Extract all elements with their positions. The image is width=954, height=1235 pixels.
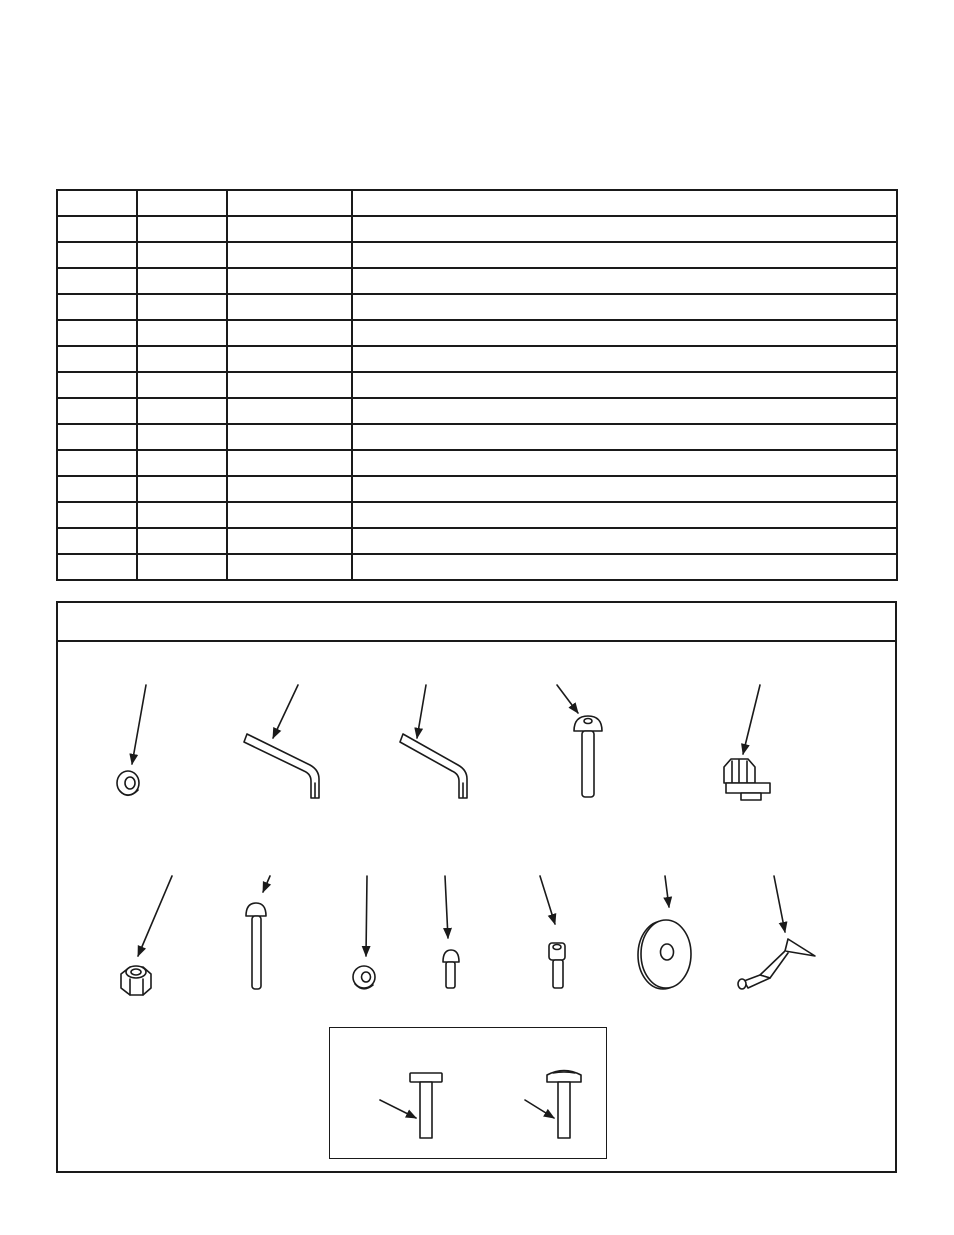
parts-table-cell: [57, 372, 137, 398]
parts-table-cell: [227, 502, 352, 528]
parts-table-row: [57, 320, 897, 346]
parts-table-row: [57, 346, 897, 372]
parts-table-cell: [227, 476, 352, 502]
long-hex-key-icon: [244, 685, 319, 798]
parts-table-cell: [352, 528, 897, 554]
parts-table-cell: [352, 294, 897, 320]
parts-table-cell: [352, 372, 897, 398]
parts-table-cell: [57, 216, 137, 242]
large-flat-washer-icon: [638, 876, 691, 989]
parts-table-cell: [352, 320, 897, 346]
parts-table-row: [57, 502, 897, 528]
parts-table-cell: [57, 554, 137, 580]
parts-table-row: [57, 268, 897, 294]
parts-table-cell: [57, 190, 137, 216]
parts-table-cell: [137, 502, 227, 528]
parts-table-cell: [57, 398, 137, 424]
parts-table-cell: [57, 294, 137, 320]
plastic-glide-cap-icon: [724, 685, 770, 800]
parts-table-cell: [137, 528, 227, 554]
lock-nut-washer-icon: [117, 685, 146, 795]
parts-table-row: [57, 294, 897, 320]
parts-table-cell: [227, 528, 352, 554]
socket-cap-bolt-icon: [540, 876, 565, 988]
parts-table-cell: [137, 476, 227, 502]
parts-table-row: [57, 476, 897, 502]
parts-table-cell: [57, 502, 137, 528]
parts-table-cell: [137, 268, 227, 294]
parts-table-cell: [352, 268, 897, 294]
parts-table-cell: [352, 424, 897, 450]
parts-table-row: [57, 554, 897, 580]
hex-lock-nut-icon: [121, 876, 172, 995]
parts-table-cell: [137, 216, 227, 242]
parts-table-cell: [137, 242, 227, 268]
parts-table-cell: [137, 294, 227, 320]
parts-table-cell: [227, 424, 352, 450]
parts-table-cell: [227, 268, 352, 294]
parts-table-cell: [352, 476, 897, 502]
parts-table-cell: [57, 450, 137, 476]
parts-table-row: [57, 372, 897, 398]
screw-detail-inset: [329, 1027, 607, 1159]
parts-table-cell: [57, 424, 137, 450]
parts-table-row: [57, 450, 897, 476]
parts-table-cell: [352, 398, 897, 424]
small-washer-icon: [353, 876, 375, 989]
parts-table-cell: [137, 398, 227, 424]
parts-table-cell: [352, 554, 897, 580]
parts-table-cell: [137, 450, 227, 476]
parts-table-row: [57, 424, 897, 450]
parts-table-cell: [137, 554, 227, 580]
parts-table-cell: [352, 346, 897, 372]
parts-table-cell: [137, 424, 227, 450]
parts-table-cell: [57, 346, 137, 372]
hardware-panel: [56, 601, 897, 1173]
parts-table-cell: [57, 476, 137, 502]
parts-table-row: [57, 190, 897, 216]
parts-table-cell: [227, 554, 352, 580]
parts-table-cell: [57, 242, 137, 268]
parts-table-row: [57, 216, 897, 242]
parts-table-cell: [227, 242, 352, 268]
long-cap-bolt-icon: [246, 876, 270, 989]
parts-table-cell: [352, 450, 897, 476]
button-head-bolt-icon: [557, 685, 602, 797]
parts-table-cell: [352, 216, 897, 242]
parts-table-cell: [352, 190, 897, 216]
parts-table-cell: [57, 320, 137, 346]
parts-table-body: [57, 190, 897, 580]
parts-table-cell: [137, 320, 227, 346]
parts-table-cell: [227, 216, 352, 242]
parts-table-cell: [227, 294, 352, 320]
parts-table-cell: [137, 372, 227, 398]
parts-table-cell: [227, 398, 352, 424]
parts-table-cell: [352, 502, 897, 528]
parts-table-cell: [227, 450, 352, 476]
parts-table-row: [57, 242, 897, 268]
parts-table-cell: [352, 242, 897, 268]
parts-table-cell: [137, 190, 227, 216]
parts-table-cell: [227, 190, 352, 216]
parts-table-cell: [57, 528, 137, 554]
parts-table-cell: [57, 268, 137, 294]
parts-table-cell: [137, 346, 227, 372]
short-pan-bolt-icon: [443, 876, 459, 988]
parts-table-row: [57, 528, 897, 554]
parts-table-cell: [227, 320, 352, 346]
parts-table-row: [57, 398, 897, 424]
parts-table-cell: [227, 372, 352, 398]
short-hex-key-icon: [400, 685, 467, 798]
touch-up-pen-icon: [738, 876, 815, 989]
parts-table: [56, 189, 898, 581]
parts-table-cell: [227, 346, 352, 372]
